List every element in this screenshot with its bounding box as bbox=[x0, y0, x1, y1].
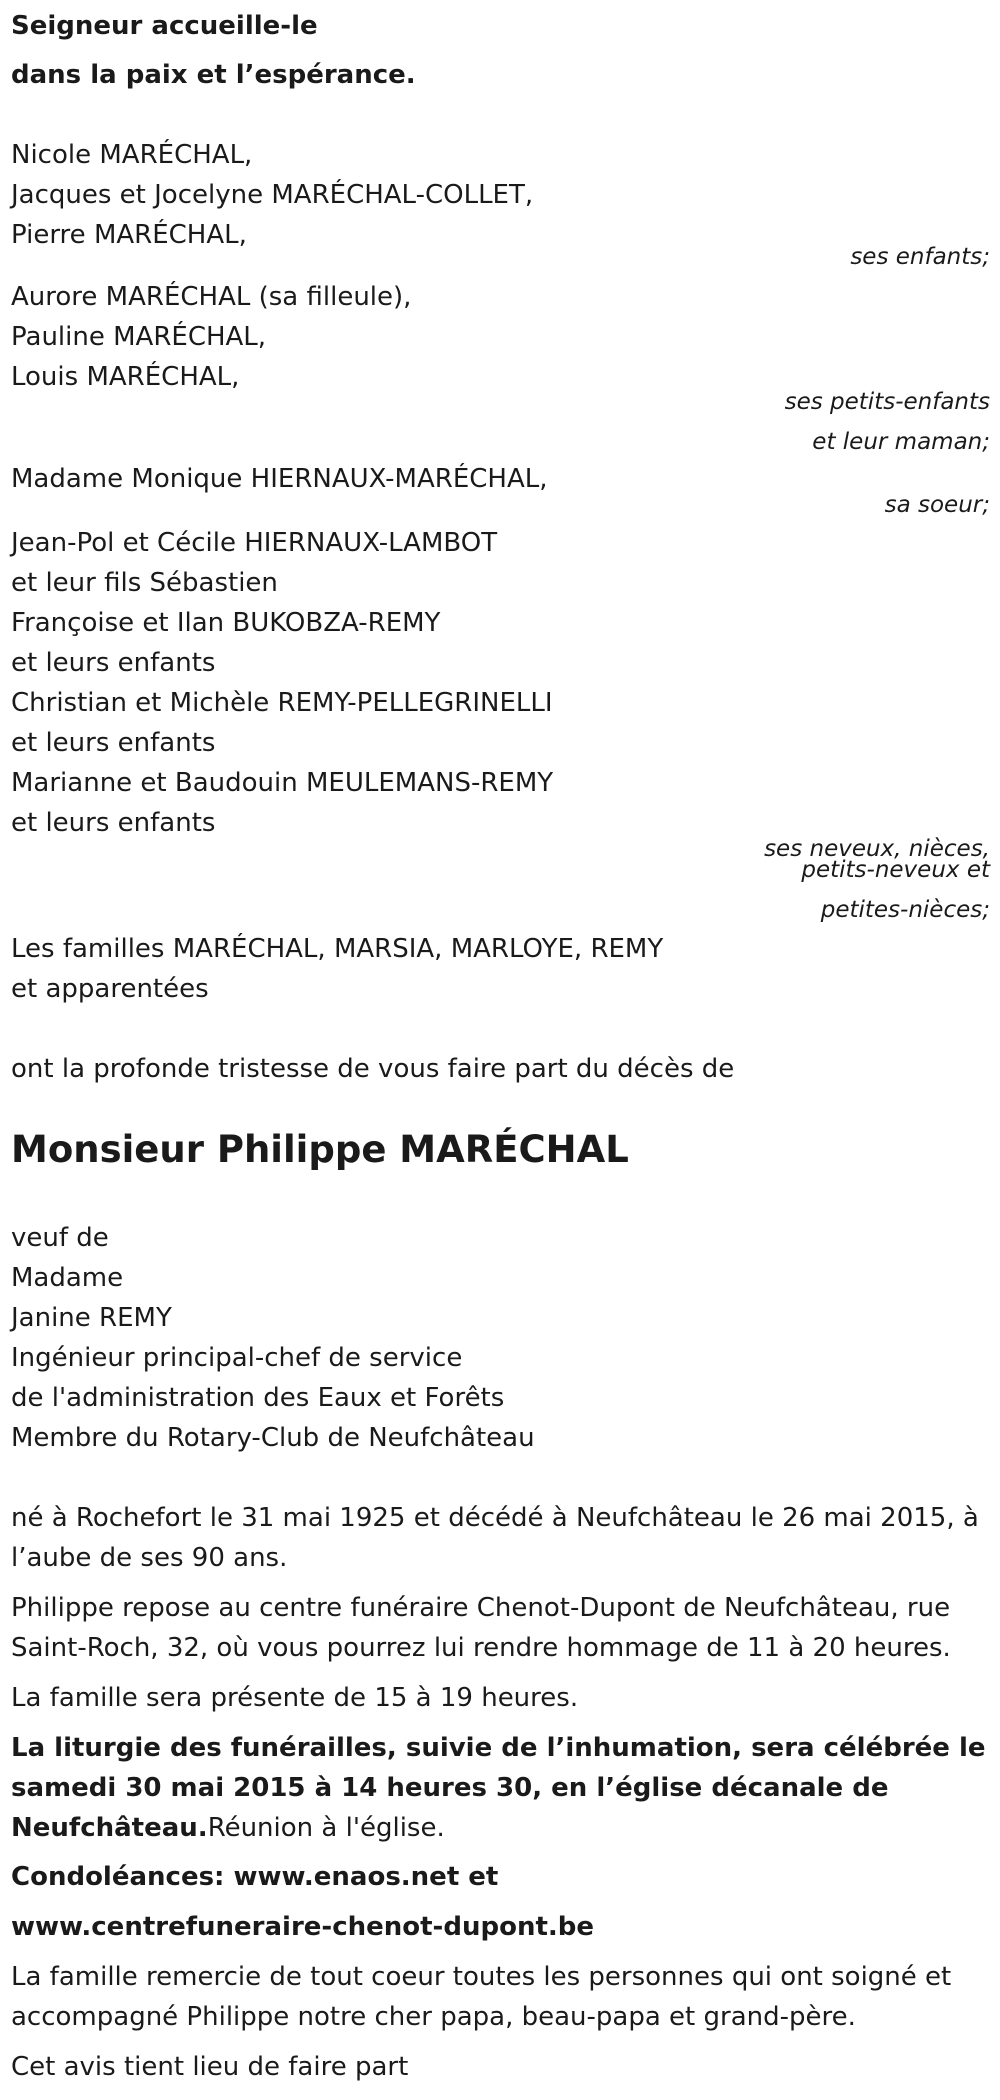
deceased-name: Monsieur Philippe MARÉCHAL bbox=[11, 1128, 629, 1171]
announcement: ont la profonde tristesse de vous faire part du décès de bbox=[11, 1054, 735, 1084]
family-member: et leurs enfants bbox=[11, 648, 216, 678]
family-member: Jean-Pol et Cécile HIERNAUX-LAMBOT bbox=[11, 528, 498, 558]
relation-label: petites-nièces; bbox=[820, 897, 990, 923]
family-member: et leur fils Sébastien bbox=[11, 568, 278, 598]
relation-label: sa soeur; bbox=[884, 492, 990, 518]
detail-line: Madame bbox=[11, 1263, 124, 1293]
detail-line: veuf de bbox=[11, 1223, 109, 1253]
family-present-paragraph: La famille sera présente de 15 à 19 heures. bbox=[11, 1683, 579, 1713]
family-member: Aurore MARÉCHAL (sa filleule), bbox=[11, 282, 412, 312]
family-member: Madame Monique HIERNAUX-MARÉCHAL, bbox=[11, 464, 548, 494]
liturgy-paragraph bbox=[11, 1728, 996, 1848]
liturgy-bold-text: La liturgie des funérailles, suivie de l’inhumation, sera célébrée le samedi 30 mai 2015 à 14 heures 30, en l’église décanale de Neufchâteau. bbox=[11, 1733, 986, 1843]
relation-label: ses neveux, nièces, bbox=[764, 836, 990, 862]
liturgy-normal-text: Réunion à l'église. bbox=[207, 1813, 445, 1843]
detail-line: Membre du Rotary-Club de Neufchâteau bbox=[11, 1423, 535, 1453]
relation-label: ses enfants; bbox=[850, 244, 990, 270]
detail-line: Ingénieur principal-chef de service bbox=[11, 1343, 463, 1373]
birth-paragraph: né à Rochefort le 31 mai 1925 et décédé à Neufchâteau le 26 mai 2015, à l’aube de ses 90 ans. bbox=[11, 1503, 979, 1573]
family-member: Christian et Michèle REMY-PELLEGRINELLI bbox=[11, 688, 553, 718]
family-member: Pauline MARÉCHAL, bbox=[11, 322, 267, 352]
rest-paragraph: Philippe repose au centre funéraire Chenot-Dupont de Neufchâteau, rue Saint-Roch, 32, où vous pourrez lui rendre hommage de 11 à 20 heures. bbox=[11, 1593, 951, 1663]
closing-line: Cet avis tient lieu de faire part bbox=[11, 2052, 409, 2082]
family-member: et leurs enfants bbox=[11, 728, 216, 758]
detail-line: de l'administration des Eaux et Forêts bbox=[11, 1383, 505, 1413]
family-member: et leurs enfants bbox=[11, 808, 216, 838]
relation-label: petits-neveux et bbox=[801, 857, 990, 883]
family-member: Nicole MARÉCHAL, bbox=[11, 140, 253, 170]
family-member: Pierre MARÉCHAL, bbox=[11, 220, 247, 250]
family-member: et apparentées bbox=[11, 974, 209, 1004]
condolences-line-1: Condoléances: www.enaos.net et bbox=[11, 1862, 499, 1892]
relation-label: et leur maman; bbox=[812, 429, 990, 455]
family-member: Marianne et Baudouin MEULEMANS-REMY bbox=[11, 768, 554, 798]
thanks-paragraph: La famille remercie de tout coeur toutes les personnes qui ont soigné et accompagné Philippe notre cher papa, beau-papa et grand-père. bbox=[11, 1962, 952, 2032]
prayer-line-2: dans la paix et l’espérance. bbox=[11, 60, 416, 90]
family-member: Jacques et Jocelyne MARÉCHAL-COLLET, bbox=[11, 180, 534, 210]
relation-label: ses petits-enfants bbox=[784, 389, 990, 415]
prayer-line-1: Seigneur accueille-le bbox=[11, 11, 318, 41]
family-member: Françoise et Ilan BUKOBZA-REMY bbox=[11, 608, 441, 638]
family-member: Les familles MARÉCHAL, MARSIA, MARLOYE, REMY bbox=[11, 934, 664, 964]
condolences-line-2: www.centrefuneraire-chenot-dupont.be bbox=[11, 1912, 595, 1942]
detail-line: Janine REMY bbox=[11, 1303, 172, 1333]
family-member: Louis MARÉCHAL, bbox=[11, 362, 240, 392]
